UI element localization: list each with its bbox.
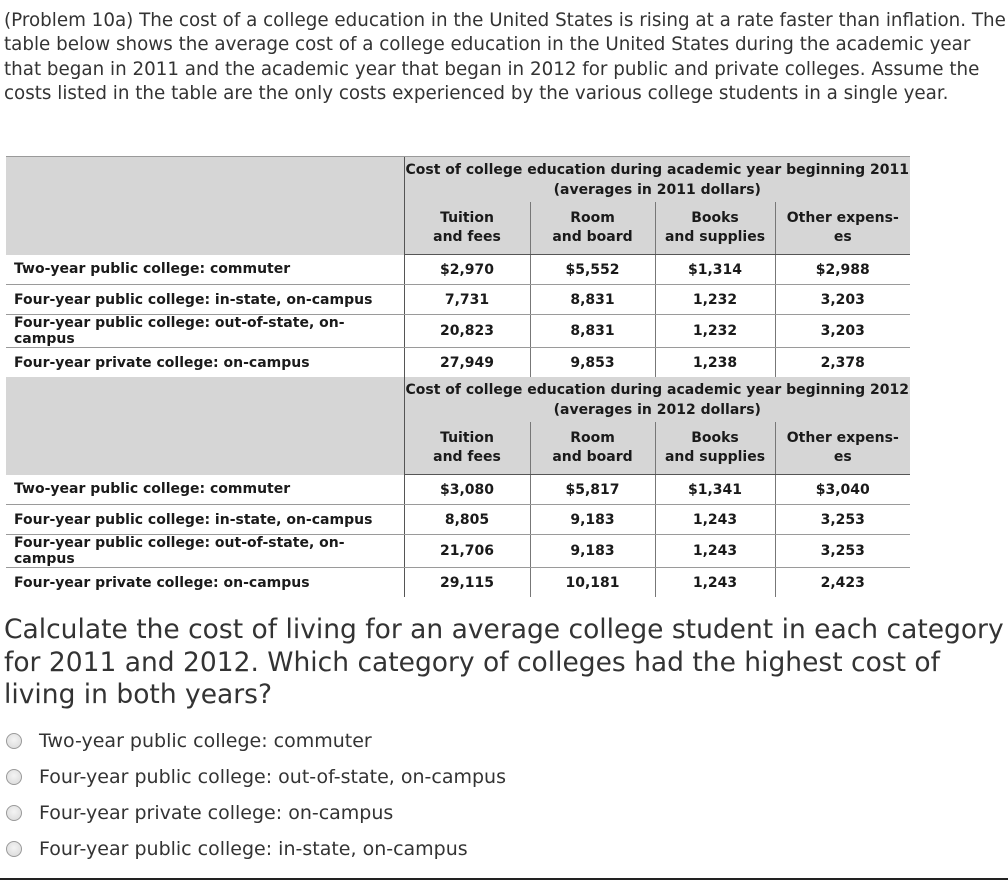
cell-other: $2,988 xyxy=(775,255,910,285)
option-label[interactable]: Four-year public college: out-of-state, on-campus xyxy=(39,766,506,788)
row-label: Two-year public college: commuter xyxy=(6,475,404,505)
bottom-divider xyxy=(0,878,1008,880)
row-label-header-blank xyxy=(6,157,404,255)
row-label: Four-year public college: in-state, on-campus xyxy=(6,505,404,535)
cell-room: 9,183 xyxy=(530,505,655,535)
answer-option[interactable] xyxy=(6,759,506,795)
cell-other: 3,203 xyxy=(775,285,910,315)
column-header-tuition: Tuition and fees xyxy=(404,202,530,255)
column-header-other: Other expens- es xyxy=(775,202,910,255)
cell-books: 1,243 xyxy=(655,505,775,535)
table-row xyxy=(6,348,910,378)
column-header-room: Room and board xyxy=(530,202,655,255)
radio-button[interactable] xyxy=(6,733,22,749)
question-text: Calculate the cost of living for an average college student in each category for 2011 and 2012. Which category of colleges had the highest cost of living in both years? xyxy=(4,614,1004,710)
answer-options xyxy=(6,723,506,867)
section-title-2012: Cost of college education during academic year beginning 2012 (averages in 2012 dollars) xyxy=(404,377,910,422)
cell-tuition: 29,115 xyxy=(404,568,530,598)
cell-books: 1,243 xyxy=(655,535,775,568)
cell-other: 2,378 xyxy=(775,348,910,378)
cell-books: 1,232 xyxy=(655,315,775,348)
row-label: Four-year public college: in-state, on-campus xyxy=(6,285,404,315)
cell-tuition: 21,706 xyxy=(404,535,530,568)
row-label: Four-year public college: out-of-state, on-campus xyxy=(6,535,404,568)
row-label: Four-year public college: out-of-state, on-campus xyxy=(6,315,404,348)
table-row xyxy=(6,285,910,315)
option-label[interactable]: Four-year private college: on-campus xyxy=(39,802,394,824)
column-header-books: Books and supplies xyxy=(655,202,775,255)
problem-intro: (Problem 10a) The cost of a college education in the United States is rising at a rate faster than inflation. The table below shows the average cost of a college education in the United States during the academic year that began in 2011 and the academic year that began in 2012 for public and private colleges. Assume the costs listed in the table are the only costs experienced by the various college students in a single year. xyxy=(4,10,1006,104)
cell-tuition: $3,080 xyxy=(404,475,530,505)
answer-option[interactable] xyxy=(6,795,506,831)
cell-room: 8,831 xyxy=(530,285,655,315)
cost-table xyxy=(6,156,910,597)
radio-button[interactable] xyxy=(6,805,22,821)
option-label[interactable]: Two-year public college: commuter xyxy=(39,730,372,752)
column-header-tuition: Tuition and fees xyxy=(404,422,530,475)
cell-room: 9,853 xyxy=(530,348,655,378)
table-row xyxy=(6,535,910,568)
table-row xyxy=(6,475,910,505)
cell-books: $1,341 xyxy=(655,475,775,505)
cell-room: $5,817 xyxy=(530,475,655,505)
cell-tuition: 7,731 xyxy=(404,285,530,315)
table-row xyxy=(6,568,910,598)
section-title-2011: Cost of college education during academic year beginning 2011 (averages in 2011 dollars) xyxy=(404,157,910,203)
cell-tuition: 20,823 xyxy=(404,315,530,348)
cell-tuition: 27,949 xyxy=(404,348,530,378)
cell-books: 1,232 xyxy=(655,285,775,315)
table-row xyxy=(6,505,910,535)
table-row xyxy=(6,255,910,285)
cell-tuition: $2,970 xyxy=(404,255,530,285)
cell-other: 2,423 xyxy=(775,568,910,598)
column-header-books: Books and supplies xyxy=(655,422,775,475)
cell-room: 8,831 xyxy=(530,315,655,348)
cell-books: 1,243 xyxy=(655,568,775,598)
cell-other: 3,203 xyxy=(775,315,910,348)
radio-button[interactable] xyxy=(6,769,22,785)
cell-books: 1,238 xyxy=(655,348,775,378)
row-label: Four-year private college: on-campus xyxy=(14,354,310,371)
row-label: Four-year private college: on-campus xyxy=(14,574,310,591)
cell-room: 9,183 xyxy=(530,535,655,568)
answer-option[interactable] xyxy=(6,831,506,867)
cell-tuition: 8,805 xyxy=(404,505,530,535)
cell-other: $3,040 xyxy=(775,475,910,505)
cell-books: $1,314 xyxy=(655,255,775,285)
row-label-header-blank xyxy=(6,377,404,475)
column-header-room: Room and board xyxy=(530,422,655,475)
cell-room: 10,181 xyxy=(530,568,655,598)
cell-other: 3,253 xyxy=(775,535,910,568)
cell-room: $5,552 xyxy=(530,255,655,285)
row-label: Two-year public college: commuter xyxy=(6,255,404,285)
radio-button[interactable] xyxy=(6,841,22,857)
answer-option[interactable] xyxy=(6,723,506,759)
cell-other: 3,253 xyxy=(775,505,910,535)
column-header-other: Other expens- es xyxy=(775,422,910,475)
option-label[interactable]: Four-year public college: in-state, on-campus xyxy=(39,838,468,860)
table-row xyxy=(6,315,910,348)
